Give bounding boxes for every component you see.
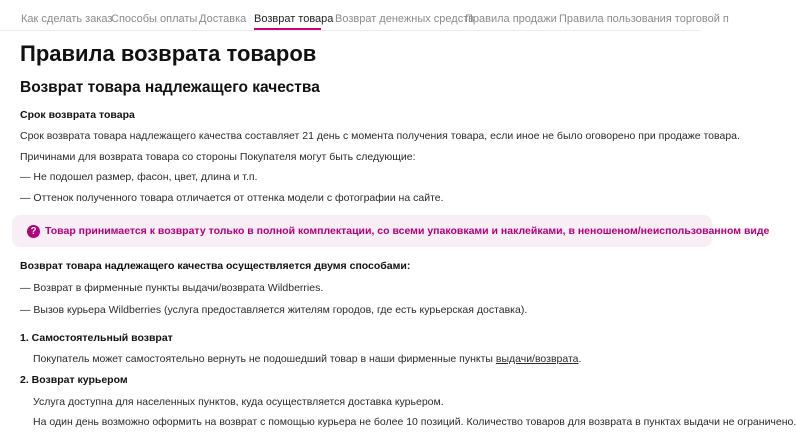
self-return-text-end: . <box>578 353 582 365</box>
courier-return-heading: 2. Возврат курьером <box>20 374 128 386</box>
tab-how-to-order[interactable]: Как сделать заказ <box>21 13 113 25</box>
tab-bar <box>0 0 729 31</box>
return-reason-shade: — Оттенок полученного товара отличается от оттенка модели с фотографии на сайте. <box>20 192 444 204</box>
self-return-text-body: Покупатель может самостоятельно вернуть не подошедший товар в наши фирменные пункты <box>33 353 496 365</box>
return-method-courier: — Вызов курьера Wildberries (услуга предоставляется жителям городов, где есть курьерская доставка). <box>20 304 528 316</box>
tab-sales-rules[interactable]: Правила продажи <box>465 13 557 25</box>
return-reasons-intro: Причинами для возврата товара со стороны Покупателя могут быть следующие: <box>20 151 416 163</box>
return-reason-size: — Не подошел размер, фасон, цвет, длина и т.п. <box>20 171 258 183</box>
return-methods-heading: Возврат товара надлежащего качества осуществляется двумя способами: <box>20 260 411 272</box>
tab-returns[interactable]: Возврат товара <box>254 13 334 25</box>
return-term-heading: Срок возврата товара <box>20 109 135 121</box>
section-title: Возврат товара надлежащего качества <box>20 79 320 96</box>
page-title: Правила возврата товаров <box>20 41 317 66</box>
info-icon: ? <box>27 225 40 238</box>
self-return-heading: 1. Самостоятельный возврат <box>20 332 173 344</box>
tab-marketplace-rules[interactable]: Правила пользования торговой п <box>559 13 729 25</box>
return-condition-notice <box>12 215 770 247</box>
return-method-pickup-point: — Возврат в фирменные пункты выдачи/возврата Wildberries. <box>20 282 324 294</box>
return-term-text: Срок возврата товара надлежащего качества составляет 21 день с момента получения товара, если иное не было оговорено при продаже товара. <box>20 130 740 142</box>
tab-refunds[interactable]: Возврат денежных средств <box>335 13 475 25</box>
active-tab-underline <box>254 28 321 30</box>
notice-text: Товар принимается к возврату только в полной комплектации, со всеми упаковками и наклейками, в неношеном/неиспользованном виде <box>45 225 770 237</box>
pickup-points-link[interactable]: выдачи/возврата <box>495 353 579 365</box>
tab-payment-methods[interactable]: Способы оплаты <box>111 13 198 25</box>
tab-delivery[interactable]: Доставка <box>199 13 247 25</box>
courier-return-limit: На один день возможно оформить на возврат с помощью курьера не более 10 позиций. Количество товаров для возврата в пунктах выдачи не ограничено. <box>33 416 796 428</box>
courier-return-availability: Услуга доступна для населенных пунктов, куда осуществляется доставка курьером. <box>33 396 444 408</box>
self-return-text <box>33 352 581 366</box>
